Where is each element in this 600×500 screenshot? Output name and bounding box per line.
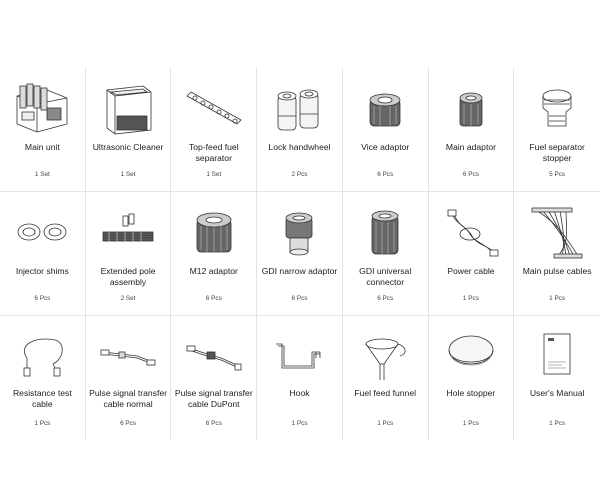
test-cable-icon [7,324,77,386]
signal-cable-dupont-icon [179,324,249,386]
main-adaptor-icon [436,76,506,138]
main-unit-icon [7,76,77,138]
item-name: Ultrasonic Cleaner [92,142,164,152]
item-name: Hole stopper [446,388,496,398]
item-quantity: 1 Pcs [549,295,566,302]
item-main-pulse-cables [514,192,600,316]
item-name: M12 adaptor [189,266,238,276]
hole-stopper-icon [436,324,506,386]
item-name: Injector shims [15,266,69,276]
item-quantity: 6 Pcs [377,171,394,178]
vice-adaptor-icon [350,76,420,138]
item-quantity: 1 Set [120,171,136,178]
item-name: Main unit [24,142,60,152]
item-name: Lock handwheel [268,142,331,152]
item-name: Main adaptor [445,142,496,152]
hook-icon [264,324,334,386]
item-gdi-narrow-adaptor [257,192,343,316]
fuel-separator-rail-icon [179,76,249,138]
item-quantity: 2 Pcs [291,171,308,178]
item-quantity: 1 Pcs [291,420,308,427]
item-pulse-signal-transfer-cable-normal [86,316,172,440]
item-name: Hook [289,388,310,398]
package-contents-grid [0,68,600,440]
item-main-adaptor [429,68,515,192]
item-power-cable [429,192,515,316]
item-name: Main pulse cables [522,266,592,276]
power-cable-icon [436,200,506,262]
item-quantity: 6 Pcs [462,171,479,178]
item-ultrasonic-cleaner [86,68,172,192]
item-name: Pulse signal transfer cable DuPont [174,388,253,409]
ultrasonic-cleaner-icon [93,76,163,138]
item-extended-pole-assembly [86,192,172,316]
item-name: Fuel separator stopper [529,142,585,163]
item-quantity: 1 Pcs [34,420,51,427]
item-hole-stopper [429,316,515,440]
m12-adaptor-icon [179,200,249,262]
item-quantity: 1 Pcs [377,420,394,427]
item-quantity: 6 Pcs [205,420,222,427]
item-quantity: 1 Set [34,171,50,178]
item-name: Vice adaptor [361,142,410,152]
item-quantity: 6 Pcs [205,295,222,302]
pulse-cables-icon [522,200,592,262]
item-quantity: 1 Set [206,171,222,178]
item-injector-shims [0,192,86,316]
item-quantity: 6 Pcs [120,420,137,427]
gdi-universal-connector-icon [350,200,420,262]
item-name: Fuel feed funnel [354,388,417,398]
gdi-narrow-adaptor-icon [264,200,334,262]
funnel-icon [350,324,420,386]
item-hook [257,316,343,440]
item-name: Power cable [447,266,495,276]
item-gdi-universal-connector [343,192,429,316]
item-pulse-signal-transfer-cable-dupont [171,316,257,440]
item-name: GDI universal connector [359,266,412,287]
item-name: Resistance test cable [12,388,72,409]
item-vice-adaptor [343,68,429,192]
item-main-unit [0,68,86,192]
item-quantity: 1 Pcs [462,420,479,427]
item-name: Extended pole assembly [100,266,156,287]
signal-cable-normal-icon [93,324,163,386]
item-quantity: 1 Pcs [462,295,479,302]
item-name: Top-feed fuel separator [188,142,239,163]
item-resistance-test-cable [0,316,86,440]
item-m12-adaptor [171,192,257,316]
item-name: GDI narrow adaptor [261,266,338,276]
item-quantity: 6 Pcs [291,295,308,302]
handwheel-icon [264,76,334,138]
item-top-feed-fuel-separator [171,68,257,192]
item-fuel-separator-stopper [514,68,600,192]
item-fuel-feed-funnel [343,316,429,440]
item-quantity: 5 Pcs [549,171,566,178]
item-users-manual [514,316,600,440]
pole-assembly-icon [93,200,163,262]
item-quantity: 2 Set [120,295,136,302]
item-quantity: 1 Pcs [549,420,566,427]
shims-icon [7,200,77,262]
item-name: User's Manual [529,388,585,398]
item-lock-handwheel [257,68,343,192]
item-quantity: 6 Pcs [377,295,394,302]
item-name: Pulse signal transfer cable normal [89,388,167,409]
item-quantity: 6 Pcs [34,295,51,302]
stopper-icon [522,76,592,138]
manual-icon [522,324,592,386]
